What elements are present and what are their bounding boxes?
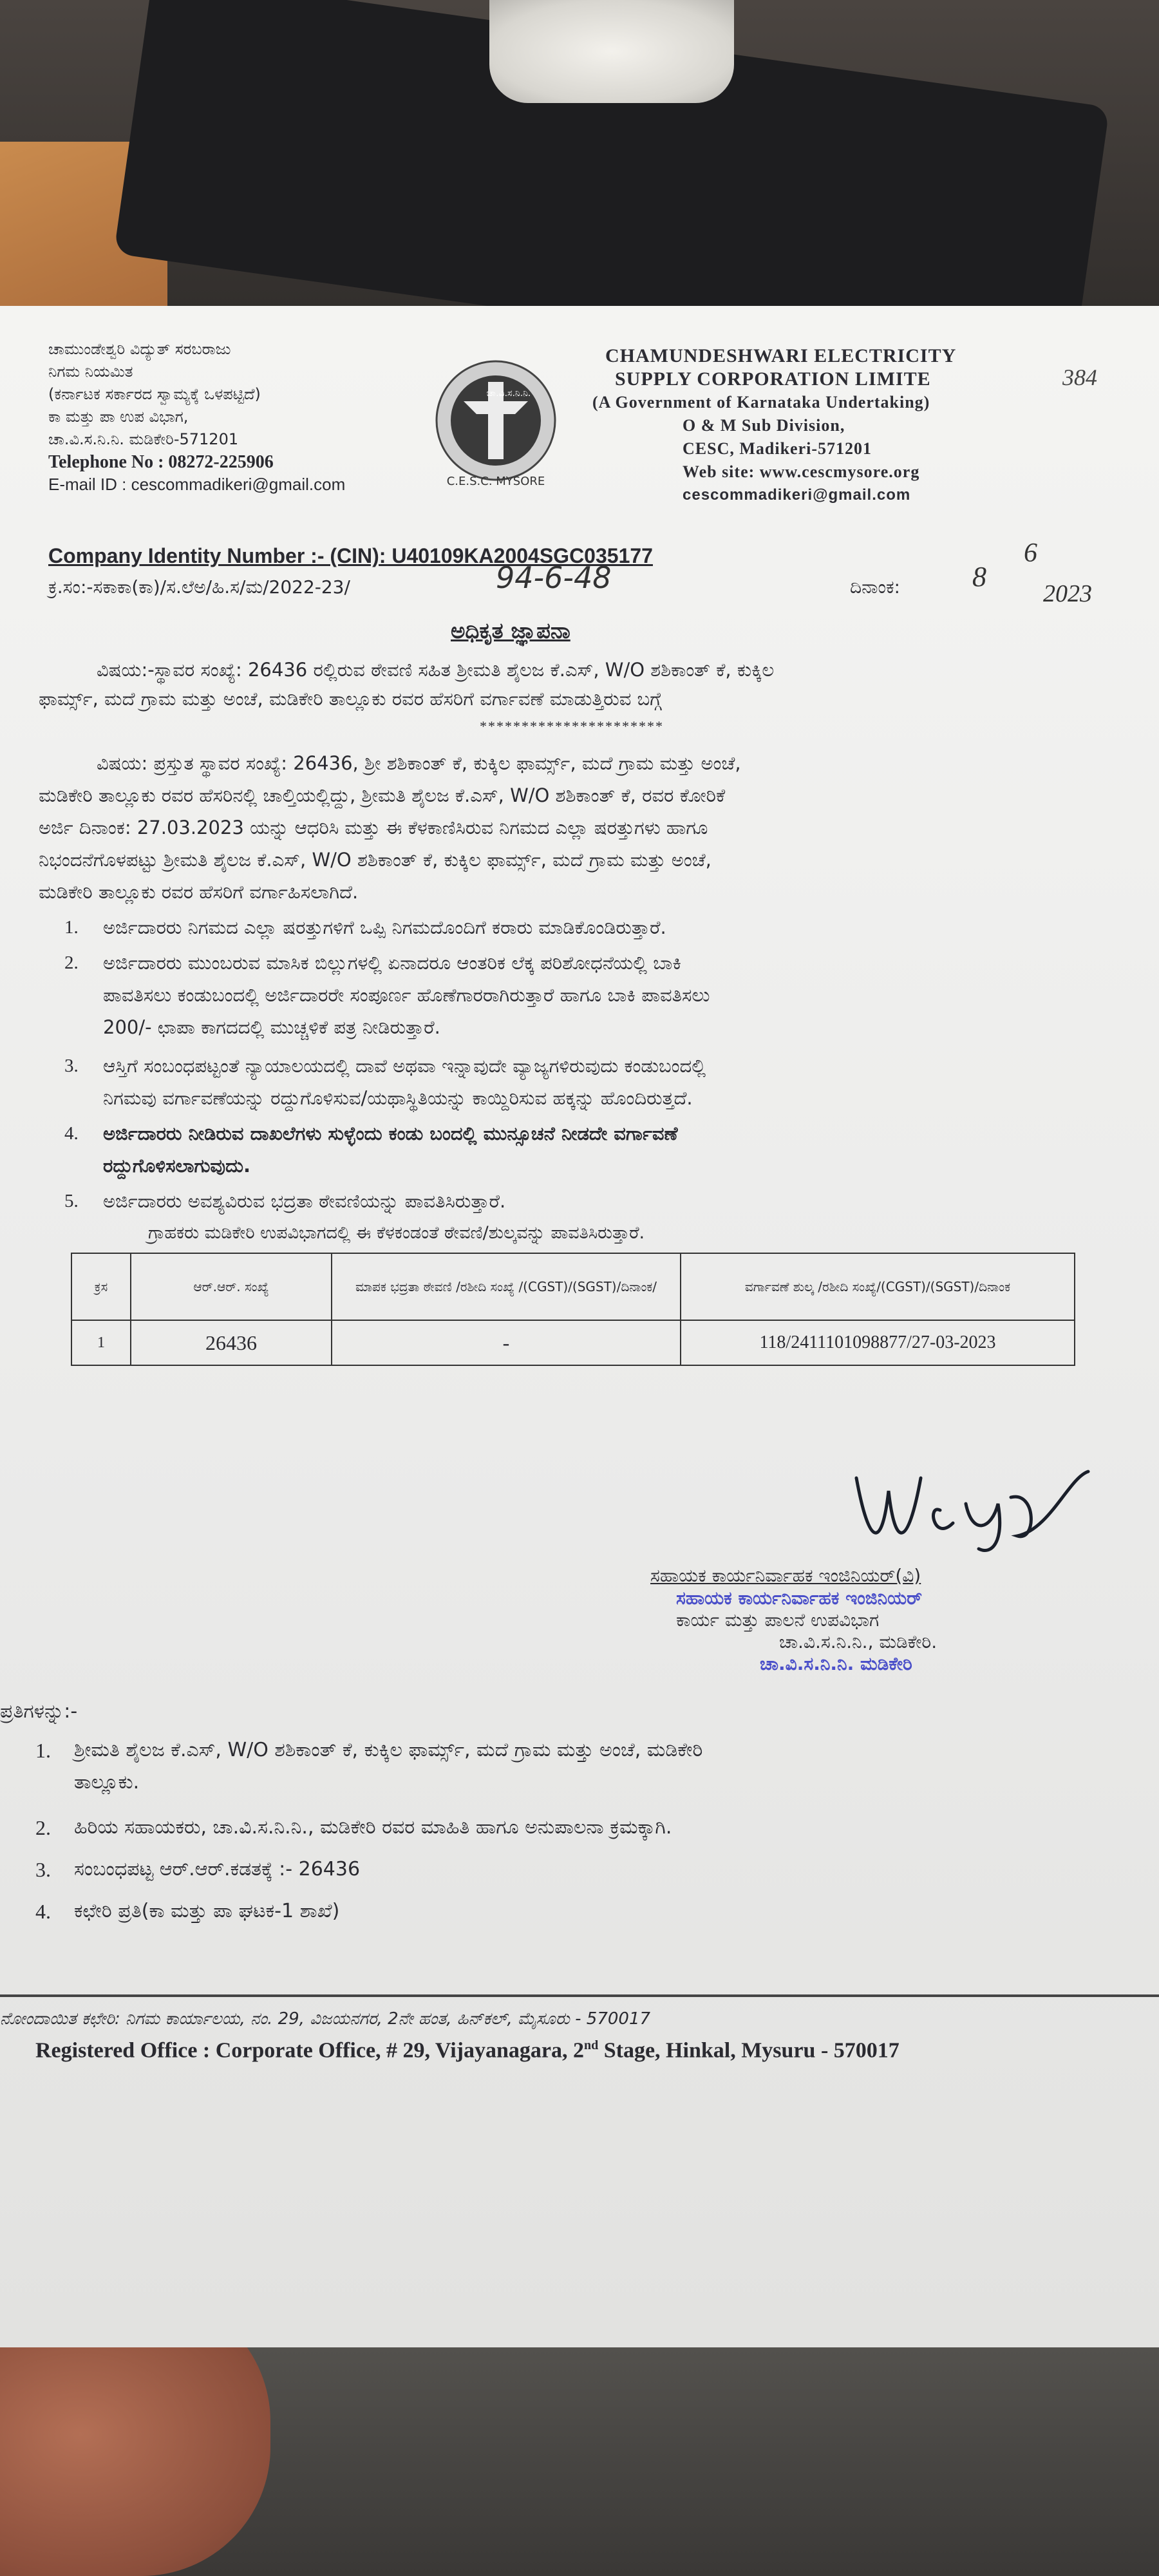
copy-text: ಸಂಬಂಧಪಟ್ಟ ಆರ್.ಆರ್.ಕಡತಕ್ಕೆ :- 26436 <box>74 1858 361 1880</box>
body-line: ಮಡಿಕೇರಿ ತಾಲ್ಲೂಕು ರವರ ಹೆಸರಿನಲ್ಲಿ ಚಾಲ್ತಿಯಲ್ಲಿದ್ದು, ಶ್ರೀಮತಿ ಶೈಲಜ ಕೆ.ಎಸ್, W/O ಶಶಿಕಾಂತ್ ಕೆ, ರವರ ಕೋರಿಕೆ <box>39 784 726 806</box>
copies-heading: ಪ್ರತಿಗಳನ್ನು:- <box>0 1700 78 1723</box>
condition-number: 4. <box>64 1123 79 1144</box>
table-header: ಆರ್.ಆರ್. ಸಂಖ್ಯೆ <box>131 1253 332 1320</box>
cin-number: Company Identity Number :- (CIN): U40109KA2004SGC035177 <box>48 544 653 567</box>
stamp-line: ಚಾ.ವಿ.ಸ.ನಿ.ನಿ. ಮಡಿಕೇರಿ <box>760 1653 912 1674</box>
handwritten-reference: 94-6-48 <box>496 560 612 595</box>
stamp-line: ಚಾ.ವಿ.ಸ.ನಿ.ನಿ., ಮಡಿಕೇರಿ. <box>779 1631 938 1653</box>
body-line: ವಿಷಯ: ಪ್ರಸ್ತುತ ಸ್ಥಾವರ ಸಂಖ್ಯೆ: 26436, ಶ್ರೀ ಶಶಿಕಾಂತ್ ಕೆ, ಕುಕ್ಕಿಲ ಫಾರ್ಮ್ಸ್, ಮದೆ ಗ್ರಾಮ ಮತ್ತು ಅಂಚೆ, <box>97 752 741 774</box>
email-right: cescommadikeri@gmail.com <box>683 486 911 504</box>
payment-note: ಗ್ರಾಹಕರು ಮಡಿಕೇರಿ ಉಪವಿಭಾಗದಲ್ಲಿ ಈ ಕೆಳಕಂಡಂತೆ ಠೇವಣಿ/ಶುಲ್ಕವನ್ನು ಪಾವತಿಸಿರುತ್ತಾರೆ. <box>148 1223 645 1243</box>
copy-number: 2. <box>35 1816 51 1839</box>
condition-number: 5. <box>64 1191 79 1211</box>
table-cell: 26436 <box>131 1320 332 1365</box>
stamp-line: ಸಹಾಯಕ ಕಾರ್ಯನಿರ್ವಾಹಕ ಇಂಜಿನಿಯರ್ <box>676 1587 923 1609</box>
header-english-block <box>592 345 957 507</box>
header-kannada-line: ಕಾ ಮತ್ತು ಪಾ ಉಪ ವಿಭಾಗ, <box>48 408 189 426</box>
telephone: Telephone No : 08272-225906 <box>48 452 274 472</box>
handwritten-date: 8 <box>972 561 986 592</box>
copy-number: 3. <box>35 1858 51 1881</box>
header-kannada-block <box>48 338 345 496</box>
table-row <box>71 1320 1075 1365</box>
copy-number: 1. <box>35 1739 51 1762</box>
copy-text: ಶ್ರೀಮತಿ ಶೈಲಜ ಕೆ.ಎಸ್, W/O ಶಶಿಕಾಂತ್ ಕೆ, ಕುಕ್ಕಿಲ ಫಾರ್ಮ್ಸ್, ಮದೆ ಗ್ರಾಮ ಮತ್ತು ಅಂಚೆ, ಮಡಿಕೇರಿ <box>74 1739 703 1761</box>
logo-top-text: ಚಾ.ವಿ.ಸ.ನಿ.ನಿ. <box>486 388 531 399</box>
subject-line: ವಿಷಯ:-ಸ್ಥಾವರ ಸಂಖ್ಯೆ: 26436 ರಲ್ಲಿರುವ ಠೇವಣಿ ಸಹಿತ ಶ್ರೀಮತಿ ಶೈಲಜ ಕೆ.ಎಸ್, W/O ಶಶಿಕಾಂತ್ ಕೆ, ಕುಕ್ಕಿಲ <box>97 659 775 681</box>
document-title: ಅಧಿಕೃತ ಜ್ಞಾಪನಾ <box>451 618 570 644</box>
condition-text: ಅರ್ಜಿದಾರರು ನೀಡಿರುವ ದಾಖಲೆಗಳು ಸುಳ್ಳೆಂದು ಕಂಡು ಬಂದಲ್ಲಿ ಮುನ್ಸೂಚನೆ ನೀಡದೇ ವರ್ಗಾವಣೆ <box>103 1122 678 1144</box>
table-cell: 118/2411101098877/27-03-2023 <box>681 1320 1075 1365</box>
gov-undertaking: (A Government of Karnataka Undertaking) <box>592 393 930 412</box>
table-cell: - <box>332 1320 681 1365</box>
footer-english-post: Stage, Hinkal, Mysuru - 570017 <box>598 2038 900 2063</box>
document-page <box>0 306 1159 2347</box>
body-line: ನಿಭಂದನೆಗೊಳಪಟ್ಟು ಶ್ರೀಮತಿ ಶೈಲಜ ಕೆ.ಎಸ್, W/O ಶಶಿಕಾಂತ್ ಕೆ, ಕುಕ್ಕಿಲ ಫಾರ್ಮ್ಸ್, ಮದೆ ಗ್ರಾಮ ಮತ್ತು ಅಂಚೆ, <box>39 849 711 871</box>
table-header: ವರ್ಗಾವಣೆ ಶುಲ್ಕ /ರಶೀದಿ ಸಂಖ್ಯೆ/(CGST)/(SGST)/ದಿನಾಂಕ <box>681 1253 1075 1320</box>
copy-text: ಕಛೇರಿ ಪ್ರತಿ(ಕಾ ಮತ್ತು ಪಾ ಘಟಕ-1 ಶಾಖೆ) <box>74 1900 340 1922</box>
footer-english-pre: Registered Office : Corporate Office, # 29, Vijayanagara, 2 <box>35 2038 584 2063</box>
header-kannada-line: (ಕರ್ನಾಟಕ ಸರ್ಕಾರದ ಸ್ವಾಮ್ಯಕ್ಕೆ ಒಳಪಟ್ಟಿದೆ) <box>48 385 261 403</box>
condition-number: 1. <box>64 917 79 938</box>
subject-line: ಫಾರ್ಮ್ಸ್, ಮದೆ ಗ್ರಾಮ ಮತ್ತು ಅಂಚೆ, ಮಡಿಕೇರಿ ತಾಲ್ಲೂಕು ರವರ ಹೆಸರಿಗೆ ವರ್ಗಾವಣೆ ಮಾಡುತ್ತಿರುವ ಬಗ್ಗೆ <box>39 688 662 710</box>
copy-text: ತಾಲ್ಲೂಕು. <box>74 1771 140 1794</box>
date-label: ದಿನಾಂಕ: <box>850 576 900 598</box>
handwritten-signature <box>843 1452 1101 1555</box>
condition-number: 3. <box>64 1056 79 1076</box>
table-cell: 1 <box>71 1320 131 1365</box>
table-header: ಕ್ರಸ <box>71 1253 131 1320</box>
condition-text: ಅರ್ಜಿದಾರರು ಅವಶ್ಯವಿರುವ ಭದ್ರತಾ ಠೇವಣಿಯನ್ನು ಪಾವತಿಸಿರುತ್ತಾರೆ. <box>103 1190 506 1212</box>
condition-text: ಅರ್ಜಿದಾರರು ನಿಗಮದ ಎಲ್ಲಾ ಷರತ್ತುಗಳಿಗೆ ಒಪ್ಪಿ ನಿಗಮದೊಂದಿಗೆ ಕರಾರು ಮಾಡಿಕೊಂಡಿರುತ್ತಾರೆ. <box>103 916 666 938</box>
condition-text: ಅರ್ಜಿದಾರರು ಮುಂಬರುವ ಮಾಸಿಕ ಬಿಲ್ಲುಗಳಲ್ಲಿ ಏನಾದರೂ ಆಂತರಿಕ ಲೆಕ್ಕ ಪರಿಶೋಧನೆಯಲ್ಲಿ ಬಾಕಿ <box>103 952 681 974</box>
reference-number: ಕ್ರ.ಸಂ:-ಸಕಾಕಾ(ಕಾ)/ಸ.ಲೆಅ/ಹಿ.ಸ/ಮ/2022-23/ <box>48 576 350 598</box>
condition-text: ಆಸ್ತಿಗೆ ಸಂಬಂಧಪಟ್ಟಂತೆ ನ್ಯಾಯಾಲಯದಲ್ಲಿ ದಾವೆ ಅಥವಾ ಇನ್ನಾವುದೇ ವ್ಯಾಜ್ಯಗಳಿರುವುದು ಕಂಡುಬಂದಲ್ಲಿ <box>103 1055 706 1077</box>
email-left: E-mail ID : cescommadikeri@gmail.com <box>48 475 346 494</box>
handwritten-year: 2023 <box>1043 580 1092 607</box>
handwritten-date-top: 6 <box>1024 538 1037 568</box>
footer-kannada: ನೋಂದಾಯಿತ ಕಛೇರಿ: ನಿಗಮ ಕಾರ್ಯಾಲಯ, ನಂ. 29, ವಿಜಯನಗರ, 2ನೇ ಹಂತ, ಹಿನ್‌ಕಲ್, ಮೈಸೂರು - 570017 <box>0 2009 651 2029</box>
condition-text: ನಿಗಮವು ವರ್ಗಾವಣೆಯನ್ನು ರದ್ದುಗೊಳಿಸುವ/ಯಥಾಸ್ಥಿತಿಯನ್ನು ಕಾಯ್ದಿರಿಸುವ ಹಕ್ಕನ್ನು ಹೊಂದಿರುತ್ತದೆ. <box>103 1087 693 1109</box>
company-name-line2: SUPPLY CORPORATION LIMITE <box>615 368 931 390</box>
body-line: ಅರ್ಜಿ ದಿನಾಂಕ: 27.03.2023 ಯನ್ನು ಆಧರಿಸಿ ಮತ್ತು ಈ ಕೆಳಕಾಣಿಸಿರುವ ನಿಗಮದ ಎಲ್ಲಾ ಷರತ್ತುಗಳು ಹಾಗೂ <box>39 817 708 838</box>
paper-roll <box>489 0 734 103</box>
copy-number: 4. <box>35 1900 51 1923</box>
company-name-line1: CHAMUNDESHWARI ELECTRICITY <box>605 345 957 366</box>
official-stamp <box>676 1587 937 1675</box>
corner-handwritten-number: 384 <box>1062 365 1097 390</box>
footer-english <box>35 2038 900 2063</box>
header-kannada-line: ಚಾ.ವಿ.ಸ.ನಿ.ನಿ. ಮಡಿಕೇರಿ-571201 <box>48 430 239 448</box>
footer-divider <box>0 1994 1159 1997</box>
separator-stars: ********************** <box>480 718 664 734</box>
header-kannada-line: ಚಾಮುಂಡೇಶ್ವರಿ ವಿದ್ಯುತ್ ಸರಬರಾಜು <box>48 340 231 358</box>
cesc-logo <box>412 356 580 491</box>
condition-number: 2. <box>64 952 79 973</box>
stamp-line: ಕಾರ್ಯ ಮತ್ತು ಪಾಲನೆ ಉಪವಿಭಾಗ <box>676 1609 880 1631</box>
header-kannada-line: ನಿಗಮ ನಿಯಮಿತ <box>48 363 133 381</box>
condition-text: 200/- ಛಾಪಾ ಕಾಗದದಲ್ಲಿ ಮುಚ್ಚಳಿಕೆ ಪತ್ರ ನೀಡಿರುತ್ತಾರೆ. <box>103 1016 440 1038</box>
table-header: ಮಾಪಕ ಭದ್ರತಾ ಠೇವಣಿ /ರಶೀದಿ ಸಂಖ್ಯೆ /(CGST)/(SGST)/ದಿನಾಂಕ/ <box>332 1253 681 1320</box>
signatory-title: ಸಹಾಯಕ ಕಾರ್ಯನಿರ್ವಾಹಕ ಇಂಜಿನಿಯರ್(ವಿ) <box>650 1565 921 1586</box>
division: O & M Sub Division, <box>683 416 845 435</box>
copy-text: ಹಿರಿಯ ಸಹಾಯಕರು, ಚಾ.ವಿ.ಸ.ನಿ.ನಿ., ಮಡಿಕೇರಿ ರವರ ಮಾಹಿತಿ ಹಾಗೂ ಅನುಪಾಲನಾ ಕ್ರಮಕ್ಕಾಗಿ. <box>74 1816 672 1839</box>
table-header-row <box>71 1253 1075 1320</box>
payment-table <box>71 1253 1075 1366</box>
office-address: CESC, Madikeri-571201 <box>683 439 872 458</box>
logo-bottom-text: C.E.S.C. MYSORE <box>446 475 545 488</box>
body-line: ಮಡಿಕೇರಿ ತಾಲ್ಲೂಕು ರವರ ಹೆಸರಿಗೆ ವರ್ಗಾಹಿಸಲಾಗಿದೆ. <box>39 881 359 903</box>
condition-text: ಪಾವತಿಸಲು ಕಂಡುಬಂದಲ್ಲಿ ಅರ್ಜಿದಾರರೇ ಸಂಪೂರ್ಣ ಹೊಣೆಗಾರರಾಗಿರುತ್ತಾರೆ ಹಾಗೂ ಬಾಕಿ ಪಾವತಿಸಲು <box>103 984 710 1006</box>
condition-text: ರದ್ದುಗೊಳಿಸಲಾಗುವುದು. <box>103 1155 251 1177</box>
footer-english-sup: nd <box>583 2038 599 2052</box>
website: Web site: www.cescmysore.org <box>683 462 920 481</box>
